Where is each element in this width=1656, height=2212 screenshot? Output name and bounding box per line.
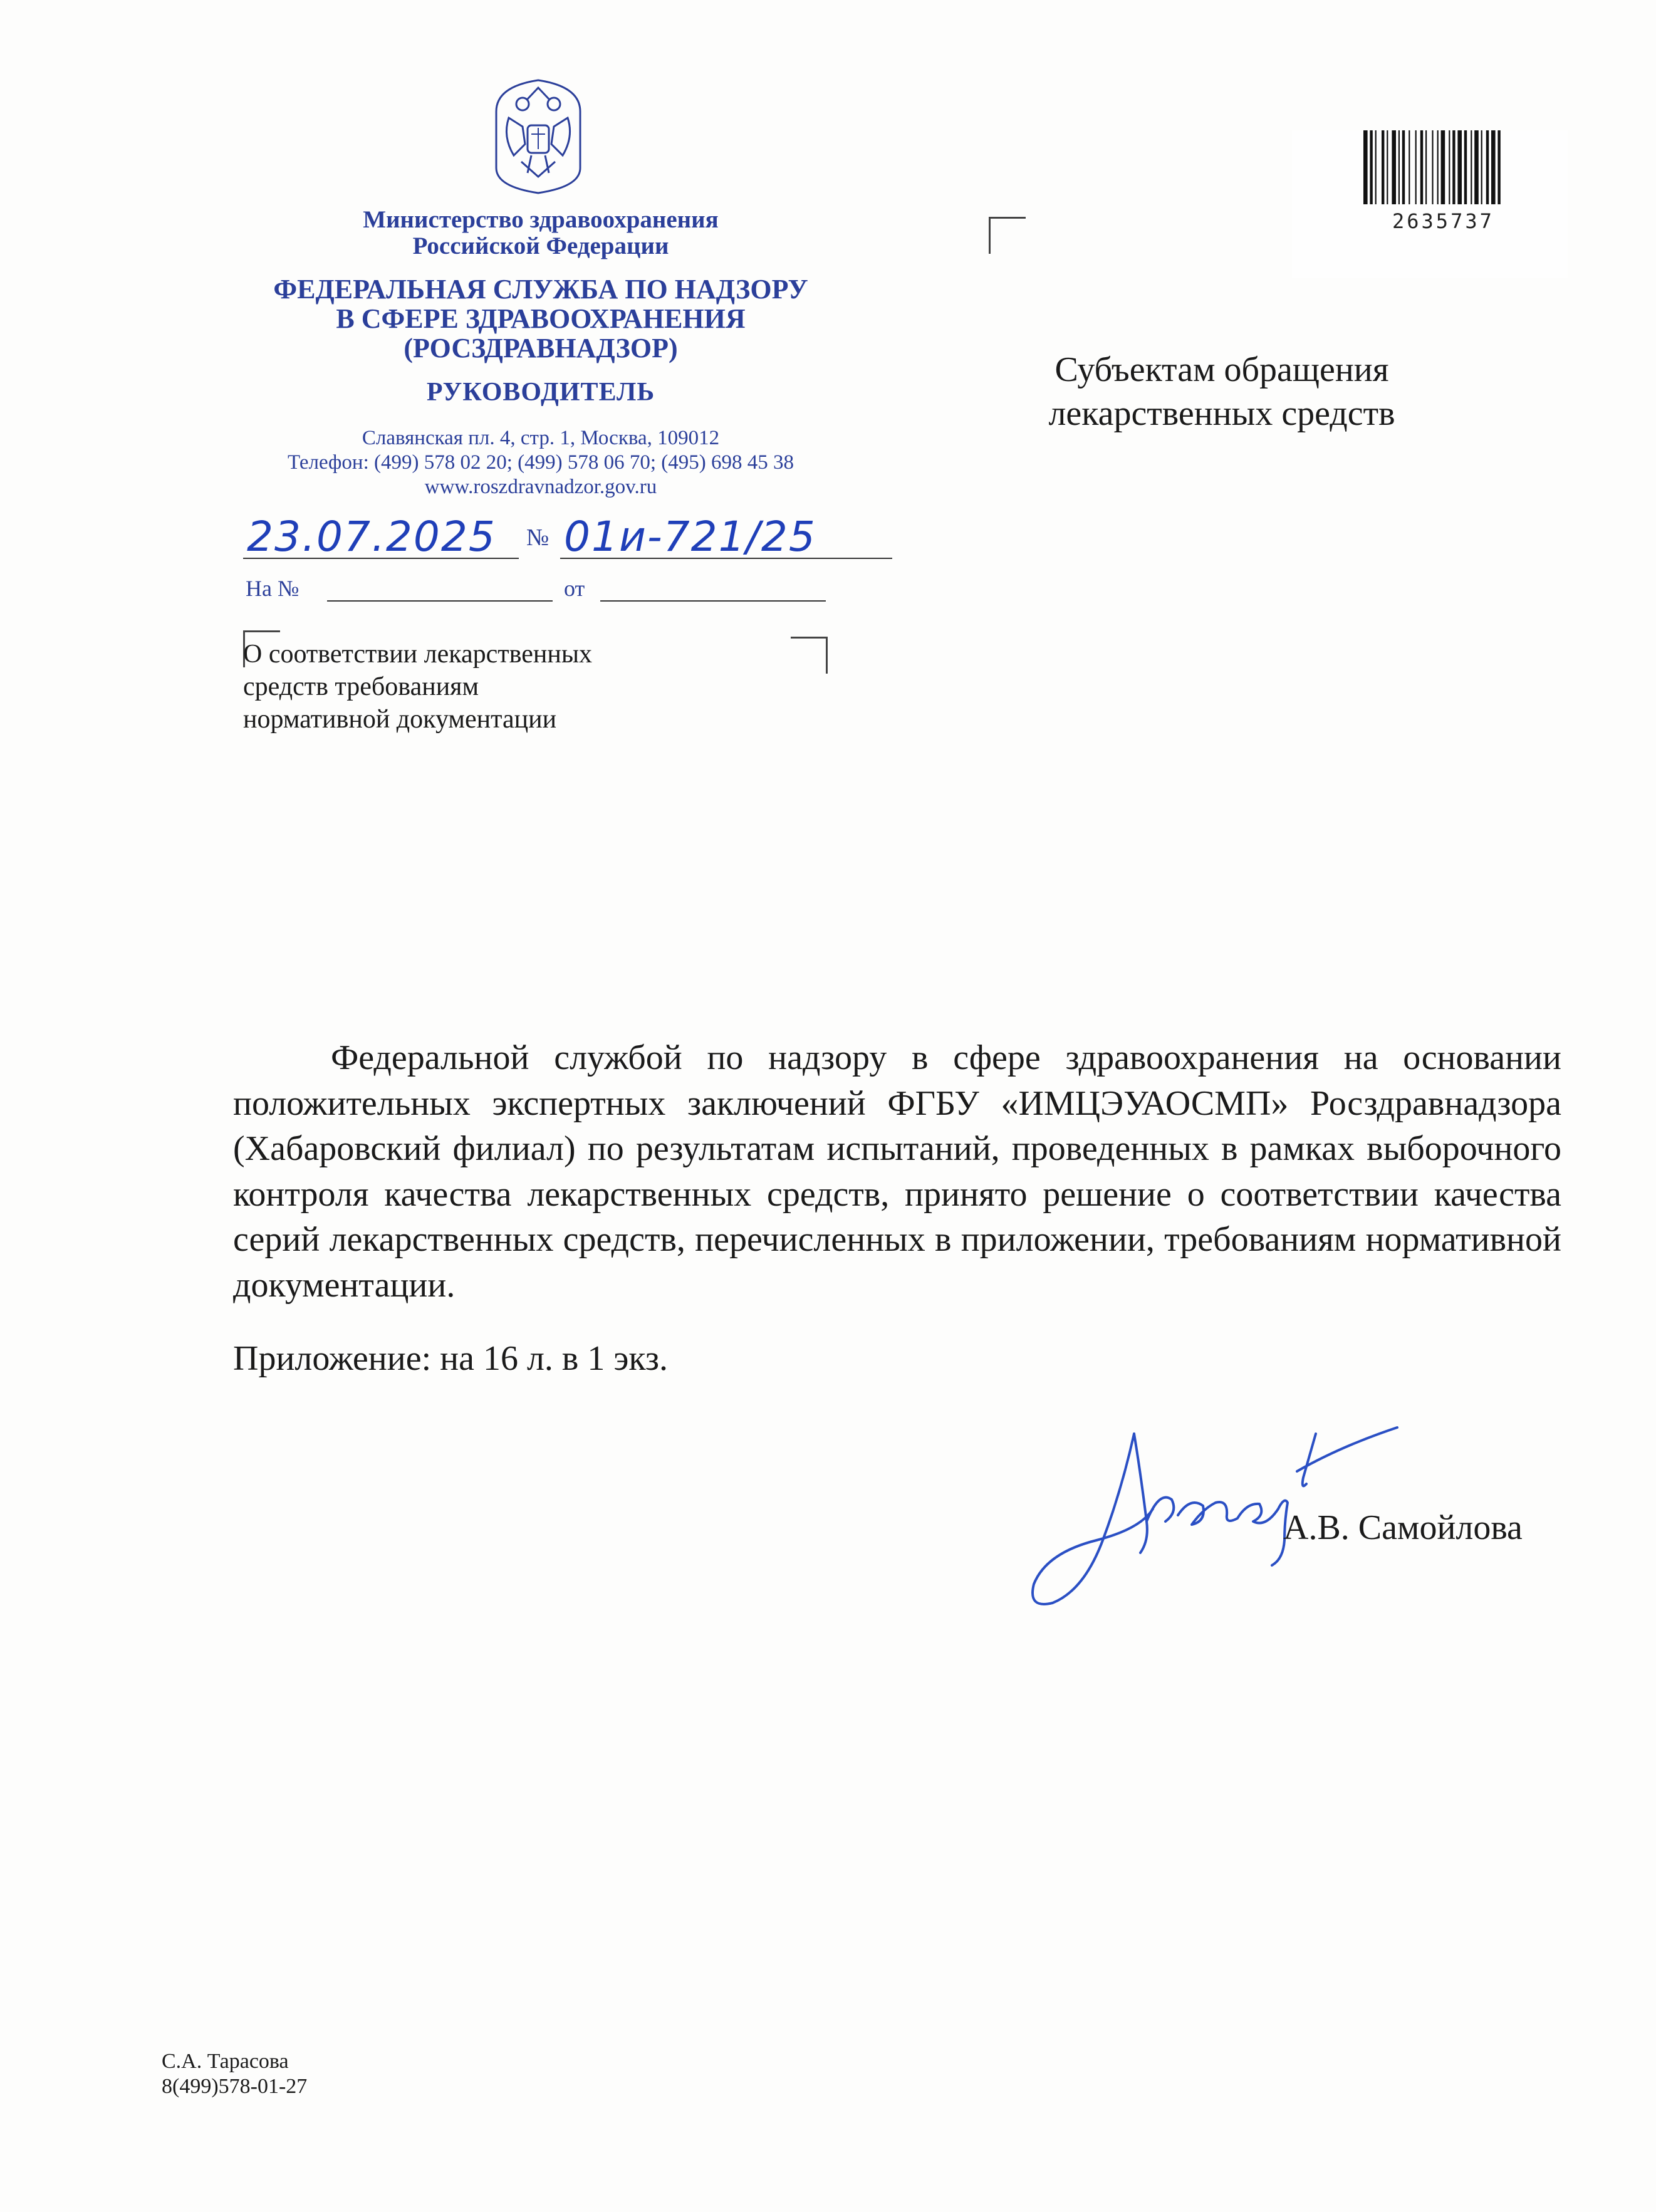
barcode-bar — [1415, 130, 1417, 204]
address-line: Славянская пл. 4, стр. 1, Москва, 109012 — [362, 427, 720, 449]
executor-phone: 8(499)578-01-27 — [162, 2075, 308, 2098]
barcode-bar — [1486, 130, 1489, 204]
executor-name: С.А. Тарасова — [162, 2050, 289, 2073]
barcode-bar — [1457, 130, 1462, 204]
barcode-bar — [1481, 130, 1482, 204]
barcode-bar — [1474, 130, 1479, 204]
addressee-line: Субъектам обращения — [1055, 350, 1389, 389]
reference-number-field — [327, 600, 553, 602]
attachment-note: Приложение: на 16 л. в 1 экз. — [233, 1339, 668, 1378]
addressee-corner-bracket — [989, 217, 1026, 254]
contact-address — [233, 426, 848, 499]
subject-line: О соответствии лекарственных — [243, 640, 593, 669]
signer-name: А.В. Самойлова — [1283, 1508, 1523, 1547]
service-line: (РОСЗДРАВНАДЗОР) — [404, 333, 678, 363]
russian-coat-of-arms-icon — [484, 74, 593, 197]
barcode-bar — [1382, 130, 1384, 204]
service-line: ФЕДЕРАЛЬНАЯ СЛУЖБА ПО НАДЗОРУ — [273, 274, 808, 305]
barcode-bar — [1398, 130, 1400, 204]
subject-line: средств требованиям — [243, 672, 479, 701]
registration-date: 23.07.2025 — [247, 513, 496, 561]
ministry-line: Министерство здравоохранения — [363, 206, 719, 233]
body-paragraph: Федеральной службой по надзору в сфере здравоохранения на основании положительных экспертных заключений ФГБУ «ИМЦЭУАОСМП» Росздравнадзора (Хабаровский филиал) по результатам испытаний, проведенных в рамках выборочного контроля качества лекарственных средств, принято решение о соответствии качества серий лекарственных средств, перечисленных в приложении, требованиям нормативной документации. — [233, 1038, 1561, 1305]
subject-corner-bracket-right — [791, 637, 828, 674]
barcode-bar — [1420, 130, 1423, 204]
barcode-bar — [1441, 130, 1445, 204]
registration-number: 01и-721/25 — [564, 513, 816, 561]
barcode-bar — [1437, 130, 1439, 204]
addressee — [977, 348, 1466, 436]
ministry-line: Российской Федерации — [412, 232, 669, 259]
service-name — [246, 274, 836, 363]
ministry-name — [271, 207, 811, 259]
registration-line — [243, 515, 907, 571]
executor-info — [162, 2049, 538, 2099]
letter-body — [233, 1035, 1561, 1308]
subject-line: нормативной документации — [243, 705, 557, 734]
barcode-icon — [1363, 130, 1551, 204]
barcode-bar — [1464, 130, 1467, 204]
website-link: www.roszdravnadzor.gov.ru — [424, 476, 657, 498]
barcode-bar — [1392, 130, 1396, 204]
barcode-bar — [1491, 130, 1496, 204]
position-title: РУКОВОДИТЕЛЬ — [426, 378, 655, 407]
barcode-bar — [1375, 130, 1377, 204]
service-line: В СФЕРЕ ЗДРАВООХРАНЕНИЯ — [336, 303, 746, 334]
reference-number-label: На № — [246, 576, 299, 601]
reference-date-field — [600, 600, 826, 602]
barcode-number: 2635737 — [1392, 209, 1494, 233]
barcode-bar — [1449, 130, 1450, 204]
barcode-bar — [1387, 130, 1388, 204]
barcode-bar — [1452, 130, 1455, 204]
number-label: № — [526, 524, 549, 551]
barcode-bar — [1425, 130, 1427, 204]
addressee-line: лекарственных средств — [1048, 394, 1395, 433]
barcode-bar — [1497, 130, 1500, 204]
barcode-block — [1292, 130, 1568, 278]
reference-date-label: от — [564, 576, 585, 601]
barcode-bar — [1432, 130, 1433, 204]
letter-subject — [243, 638, 757, 736]
barcode-bar — [1370, 130, 1372, 204]
barcode-bar — [1471, 130, 1472, 204]
barcode-bar — [1409, 130, 1410, 204]
address-line: Телефон: (499) 578 02 20; (499) 578 06 70; (495) 698 45 38 — [287, 451, 794, 474]
barcode-bar — [1363, 130, 1368, 204]
reference-line — [246, 575, 847, 613]
barcode-bar — [1402, 130, 1405, 204]
